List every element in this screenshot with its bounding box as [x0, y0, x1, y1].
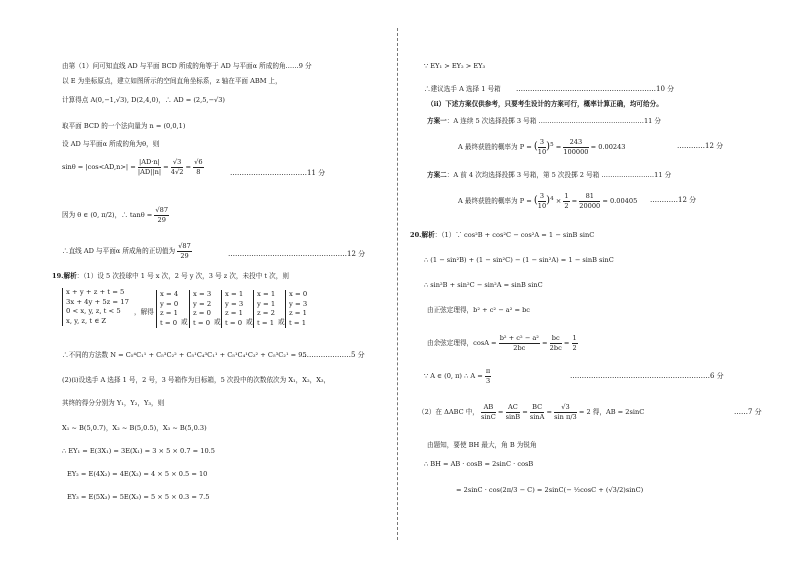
analysis-label-20: 解析 [421, 231, 435, 239]
cosine-law-step: 由余弦定理得，cosA = $\frac{\text{b² + c² − a²}}{2bc}$ = $\frac{bc}{2bc}$ = $\frac{1}{2}$ [427, 333, 577, 352]
plan-note: （ii）下述方案仅供参考，只要考生设计的方案可行，概率计算正确，均可给分。 [427, 100, 663, 108]
bh-expression: ∴ BH = AB · cosB = 2sinC · cosB [424, 460, 534, 468]
fraction-sqrt87-over-29: $\frac{√87}{29}$ [155, 205, 169, 224]
score-6: ……………………………………………………6 分 [570, 372, 724, 380]
or-3: 或 [246, 318, 253, 326]
tangent-conclusion [62, 240, 192, 262]
bh-expansion: = 2sinC · cos(2π/3 − C) = 2sinC(− ½cosC + (√3/2)sinC) [456, 486, 644, 494]
question-20-intro: ：（1）∵ cos²B + cos²C − cos²A = 1 − sinB sinC [434, 231, 595, 239]
right-column [400, 0, 794, 562]
or-4: 或 [278, 318, 285, 326]
line-coordinate-system: 以 E 为坐标原点，建立如图所示的空间直角坐标系，z 轴在平面 ABM 上， [62, 77, 282, 85]
fraction-sqrt87-over-29-final: $\frac{√87}{29}$ [178, 241, 191, 260]
plan-one-label: 方案一 [427, 117, 447, 125]
fraction-pi-over-3: $\frac{\pi}{3}$ [485, 366, 491, 385]
score-7: ……7 分 [734, 408, 762, 416]
plan-two-probability: A 最终获胜的概率为 P = ( $\frac{3}{10}$ )$^4$ × $\frac{1}{2}$ = $\frac{81}{20000}$ = 0.00405 [458, 191, 638, 210]
plan-one-header [427, 116, 661, 126]
question-number: 19. [52, 272, 64, 280]
solution-5: x = 0 y = 3 z = 1 t = 1 [285, 290, 307, 328]
score-11: ……………………………11 分 [230, 169, 326, 177]
fraction-dot-product: $\frac{|AD\cdot n|}{|AD||n|}$ [137, 157, 162, 176]
equation-system: x + y + z + t = 5 3x + 4y + 5z = 17 0 < x, y, z, t < 5 x, y, z, t ∈ Z [62, 288, 129, 326]
fraction-3-over-10-b: $\frac{3}{10}$ [537, 191, 547, 210]
or-2: 或 [214, 318, 221, 326]
solution-2: x = 3 y = 2 z = 0 t = 0 [189, 290, 211, 328]
solve-word: ，解得 [134, 308, 154, 316]
sin-theta-formula: sinθ = |cos<AD,n>| = $\frac{|AD\cdot n|}{|AD||n|}$ = $\frac{√3}{4√2}$ = $\frac{√6}{8}$ [62, 157, 203, 176]
fraction-cosine-law: $\frac{\text{b² + c² − a²}}{2bc}$ [499, 333, 539, 352]
part-2-setup: (2)(i)设选手 A 选择 1 号，2 号，3 号箱作为目标箱，5 次投中的次数依次为 X₁，X₂，X₃， [62, 376, 331, 384]
plan-two-label: 方案二 [427, 171, 447, 179]
question-number-20: 20. [410, 231, 422, 239]
score-12-plan2: …………12 分 [650, 196, 697, 204]
solution-4: x = 1 y = 1 z = 2 t = 1 [253, 290, 275, 328]
sin-theta-lhs: sinθ = |cos<AD,n>| = [62, 163, 136, 171]
recommendation: ∴建议选手 A 选择 1 号箱 [424, 85, 501, 93]
fraction-ab-over-sinc: $\frac{AB}{\sin C}$ [481, 402, 496, 421]
solution-1: x = 4 y = 0 z = 1 t = 0 [156, 290, 178, 328]
identity-step-2: ∴ sin²B + sin²C − sin²A = sinB sinC [424, 281, 543, 289]
tan-theta-formula [62, 204, 169, 226]
method-count: ∴不同的方法数 N = C₅⁴C₁¹ + C₅³C₂² + C₅¹C₄³C₁¹ + C₅¹C₄¹C₃² + C₅³C₂¹ = 95 [62, 351, 307, 359]
tangent-conclusion-text: ∴直线 AD 与平面α 所成角的正切值为 [62, 247, 176, 255]
tan-theta-lhs: 因为 θ ∈ (0, π/2)，∴ tanθ = [62, 211, 153, 219]
plan-two-header [427, 170, 671, 180]
left-column [0, 0, 394, 562]
line-normal-vector: 取平面 BCD 的一个法向量为 n = (0,0,1) [62, 122, 186, 130]
expectation-comparison: ∵ EY₁ > EY₂ > EY₃ [424, 62, 486, 70]
fraction-1-over-2: $\frac{1}{2}$ [564, 191, 569, 210]
line-point-coordinates: 计算得点 A(0,−1,√3), D(2,4,0)，∴ AD = (2,5,−√3) [62, 96, 225, 104]
question-19-header [52, 271, 289, 281]
score-5: …………………5 分 [302, 351, 365, 359]
angle-a-result: ∵ A ∈ (0, π) ∴ A = $\frac{\pi}{3}$ [424, 366, 491, 385]
plan-two-text: ：A 前 4 次均选择投掷 3 号箱，第 5 次投掷 2 号箱 ……………………11 分 [446, 171, 672, 179]
fraction-bc-over-2bc: $\frac{bc}{2bc}$ [549, 333, 562, 352]
binomial-distributions: X₁ ~ B(5,0.7)，X₂ ~ B(5,0.5)，X₃ ~ B(5,0.3) [62, 424, 207, 432]
expectation-y3: EY₃ = E(5X₃) = 5E(X₃) = 5 × 5 × 0.3 = 7.5 [67, 493, 210, 501]
or-1: 或 [181, 318, 188, 326]
analysis-label: 解析 [63, 272, 77, 280]
solution-3: x = 1 y = 3 z = 1 t = 0 [221, 290, 243, 328]
expectation-y1: ∴ EY₁ = E(3X₁) = 3E(X₁) = 3 × 5 × 0.7 = 10.5 [62, 447, 215, 455]
sine-law-step: 由正弦定理得，b² + c² − a² = bc [427, 306, 530, 314]
fraction-243-over-100000: $\frac{243}{100000}$ [563, 137, 589, 156]
fraction-one-half: $\frac{1}{2}$ [572, 333, 577, 352]
score-12: ……………………………………………12 分 [228, 250, 366, 258]
line-angle-equivalence: 由第（1）问可知直线 AD 与平面 BCD 所成的角等于 AD 与平面α 所成的角……9 分 [62, 62, 312, 70]
fraction-sqrt3-over-4sqrt2: $\frac{√3}{4√2}$ [170, 157, 184, 176]
fraction-bc-over-sina: $\frac{BC}{\sin A}$ [529, 402, 545, 421]
bh-max-condition: 由题知，要使 BH 最大，角 B 为锐角 [427, 441, 537, 449]
expectation-y2: EY₂ = E(4X₂) = 4E(X₂) = 4 × 5 × 0.5 = 10 [67, 470, 208, 478]
sine-ratio-step: （2）在 ΔABC 中， $\frac{AB}{\sin C}$ = $\frac{AC}{\sin B}$ = $\frac{BC}{\sin A}$ = $\frac{√3}{\text{sin π/3}}$ = 2 得，AB = 2sinC [418, 402, 645, 421]
line-angle-intro: 设 AD 与平面α 所成的角为θ，则 [62, 140, 160, 148]
question-20-header [410, 230, 594, 240]
question-19-intro: ：（1）设 5 次投球中 1 号 x 次，2 号 y 次，3 号 z 次，未投中 t 次，则 [76, 272, 289, 280]
plan-one-text: ：A 连续 5 次选择投掷 3 号箱 …………………………………………11 分 [446, 117, 662, 125]
fraction-81-over-20000: $\frac{81}{20000}$ [579, 191, 601, 210]
fraction-3-over-10: $\frac{3}{10}$ [537, 137, 547, 156]
scores-definition: 其终的得分分别为 Y₁，Y₂，Y₃，则 [62, 399, 165, 407]
score-12-plan1: …………12 分 [677, 142, 724, 150]
plan-one-probability: A 最终获胜的概率为 P = ( $\frac{3}{10}$ )$^5$ = $\frac{243}{100000}$ = 0.00243 [458, 137, 626, 156]
fraction-ac-over-sinb: $\frac{AC}{\sin B}$ [505, 402, 521, 421]
column-divider [397, 28, 398, 540]
fraction-sqrt3-over-sin-pi3: $\frac{√3}{\text{sin π/3}}$ [554, 402, 577, 421]
fraction-sqrt6-over-8: $\frac{√6}{8}$ [194, 157, 203, 176]
score-10: ……………………………………………………10 分 [516, 85, 675, 93]
identity-step-1: ∴ (1 − sin²B) + (1 − sin²C) − (1 − sin²A) = 1 − sinB sinC [424, 256, 614, 264]
